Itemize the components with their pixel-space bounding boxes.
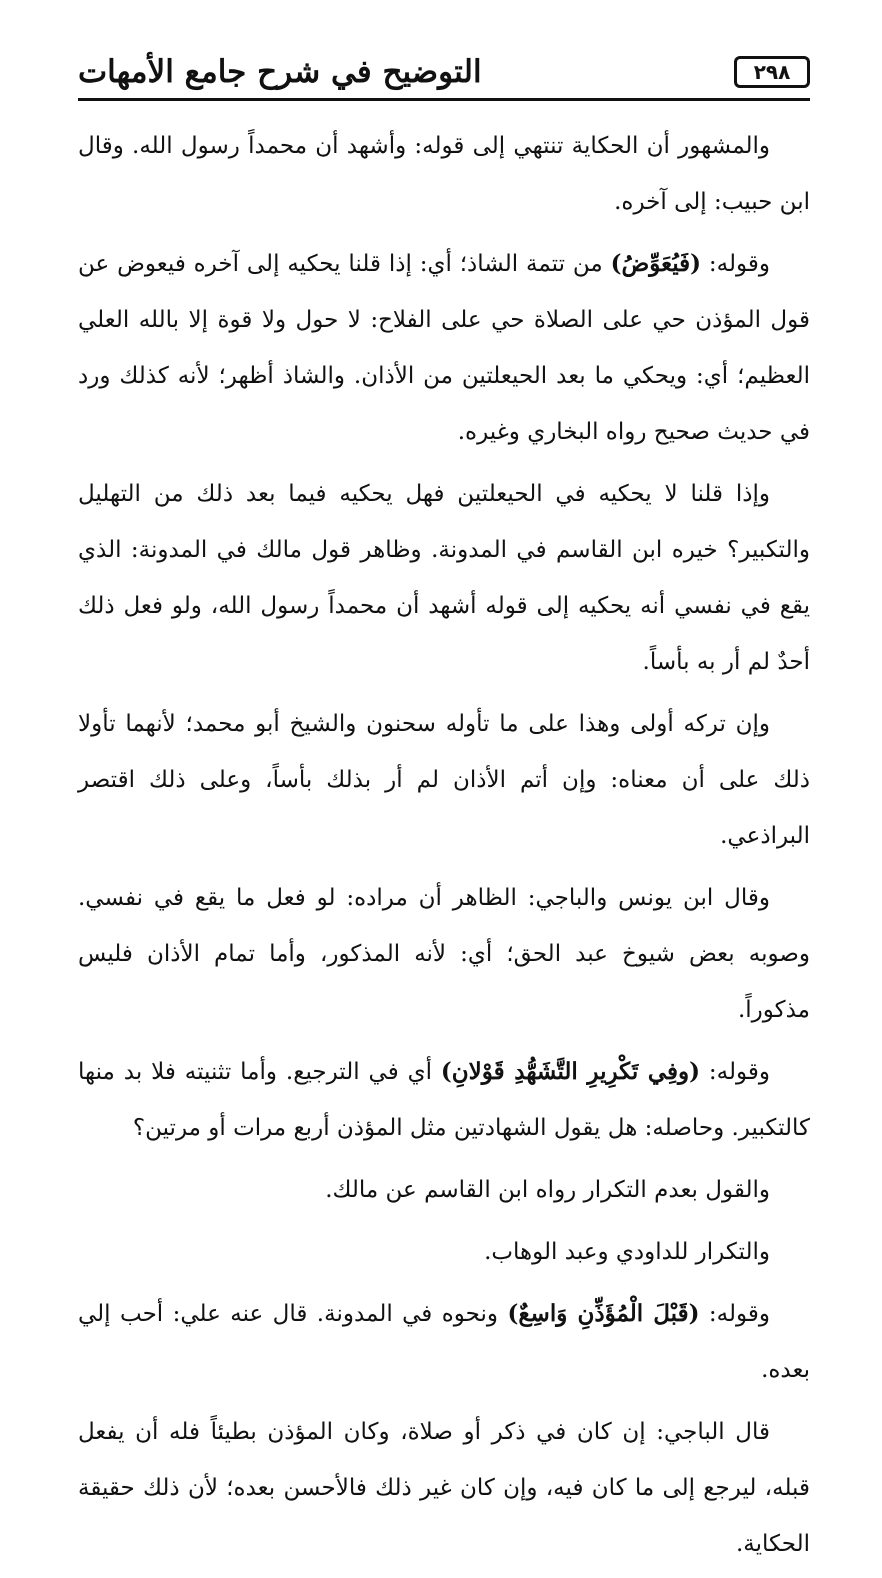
quoted-matn: (وفِي تَكْرِيرِ التَّشَهُّدِ قَوْلانِ) [440, 1058, 701, 1085]
paragraph-text: أي في الترجيع. وأما تثنيته فلا بد منها كالتكبير. وحاصله: هل يقول الشهادتين مثل المؤذن أربع مرات أو مرتين؟ [78, 1059, 810, 1141]
paragraph-text: ونحوه في المدونة. قال عنه علي: أحب إلي بعده. [78, 1301, 810, 1383]
running-header [78, 52, 810, 101]
paragraph [78, 1286, 810, 1398]
paragraph-text: وقوله: [701, 251, 770, 277]
paragraph [78, 118, 810, 230]
paragraph-text: والقول بعدم التكرار رواه ابن القاسم عن مالك. [325, 1177, 770, 1203]
paragraph [78, 1044, 810, 1156]
paragraph-text: والمشهور أن الحكاية تنتهي إلى قوله: وأشهد أن محمداً رسول الله. وقال ابن حبيب: إلى آخره. [78, 133, 810, 215]
paragraph [78, 870, 810, 1038]
paragraph-text: وإذا قلنا لا يحكيه في الحيعلتين فهل يحكيه فيما بعد ذلك من التهليل والتكبير؟ خيره ابن القاسم في المدونة. وظاهر قول مالك في المدونة: الذي يقع في نفسي أنه يحكيه إلى قوله أشهد أن محمداً رسول الله، ولو فعل ذلك أحدٌ لم أر به بأساً. [78, 481, 810, 675]
paragraph [78, 1162, 810, 1218]
quoted-matn: (قَبْلَ الْمُؤَذِّنِ وَاسِعٌ) [507, 1300, 700, 1327]
paragraph-text: قال الباجي: إن كان في ذكر أو صلاة، وكان المؤذن بطيئاً فله أن يفعل قبله، ليرجع إلى ما كان فيه، وإن كان غير ذلك فالأحسن بعده؛ لأن ذلك حقيقة الحكاية. [78, 1419, 810, 1557]
quoted-matn: (فَيُعَوِّضُ) [610, 250, 702, 277]
paragraph-text: والتكرار للداودي وعبد الوهاب. [484, 1239, 770, 1265]
paragraph-text: وإن تركه أولى وهذا على ما تأوله سحنون والشيخ أبو محمد؛ لأنهما تأولا ذلك على أن معناه: وإن أتم الأذان لم أر بذلك بأساً، وعلى ذلك اقتصر البراذعي. [78, 711, 810, 849]
paragraph-text: من تتمة الشاذ؛ أي: إذا قلنا يحكيه إلى آخره فيعوض عن قول المؤذن حي على الصلاة حي على الفلاح: لا حول ولا قوة إلا بالله العلي العظيم؛ أي: ويحكي ما بعد الحيعلتين من الأذان. والشاذ أظهر؛ لأنه كذلك ورد في حديث صحيح رواه البخاري وغيره. [78, 251, 810, 445]
paragraph-text: وقوله: [699, 1301, 770, 1327]
paragraph [78, 1224, 810, 1280]
paragraph-text: وقوله: [700, 1059, 771, 1085]
paragraph [78, 466, 810, 690]
paragraph [78, 696, 810, 864]
paragraph-text: وقال ابن يونس والباجي: الظاهر أن مراده: لو فعل ما يقع في نفسي. وصوبه بعض شيوخ عبد الحق؛ أي: لأنه المذكور، وأما تمام الأذان فليس مذكوراً. [78, 885, 810, 1023]
book-title: التوضيح في شرح جامع الأمهات [78, 54, 482, 90]
body-text [78, 118, 810, 1578]
page-number: ٢٩٨ [734, 56, 810, 88]
paragraph [78, 236, 810, 460]
paragraph [78, 1404, 810, 1572]
